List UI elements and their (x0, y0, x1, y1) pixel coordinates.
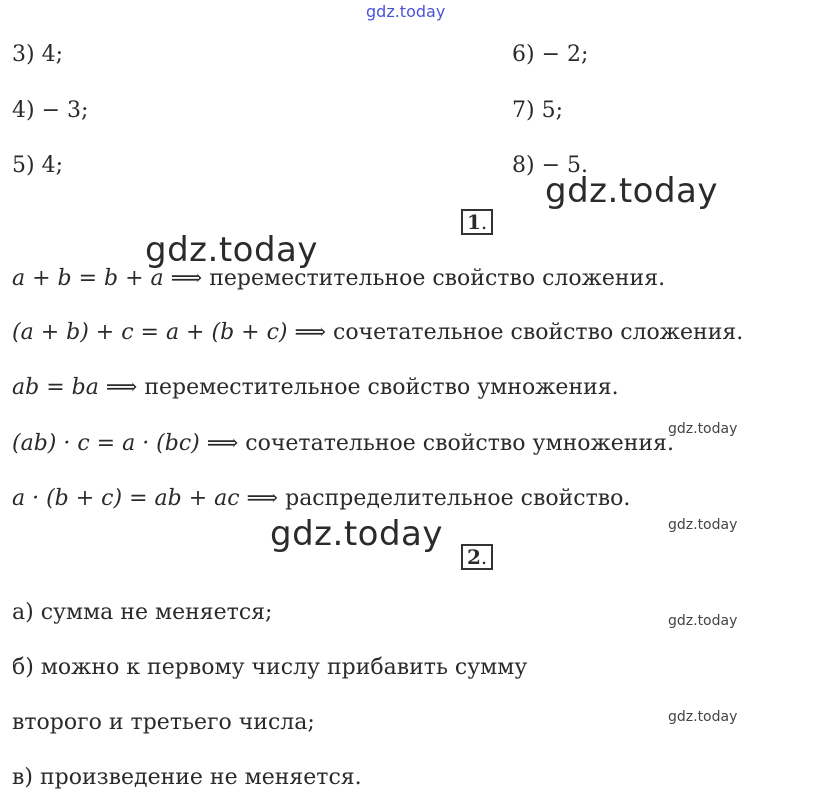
property-name: переместительное свойство умножения. (144, 375, 619, 400)
property-name: сочетательное свойство умножения. (245, 431, 674, 456)
property-name: переместительное свойство сложения. (209, 266, 666, 291)
formula: (a + b) + c = a + (b + c) ⟹ (12, 320, 327, 345)
answer-line: б) можно к первому числу прибавить сумму (12, 655, 528, 680)
answer-item (12, 44, 63, 66)
answer-value: 4; (41, 153, 64, 178)
section-number-2: 2. (461, 544, 493, 570)
answer-item (512, 155, 588, 177)
watermark-large: gdz.today (545, 171, 718, 211)
answer-value: − 5. (541, 153, 589, 178)
answer-line: а) сумма не меняется; (12, 600, 273, 625)
property-line (12, 433, 674, 455)
answer-number: 6) (512, 42, 535, 67)
section-label: 2 (467, 545, 481, 569)
watermark-large: gdz.today (270, 514, 443, 554)
answer-value: 4; (41, 42, 64, 67)
answer-line: второго и третьего числа; (12, 710, 315, 735)
answer-item (12, 100, 88, 122)
watermark-large: gdz.today (145, 230, 318, 270)
formula: (ab) · c = a · (bc) ⟹ (12, 431, 239, 456)
property-line (12, 268, 665, 290)
watermark-small: gdz.today (668, 421, 738, 437)
answer-number: 8) (512, 153, 535, 178)
answer-item (512, 100, 563, 122)
answer-value: − 2; (541, 42, 589, 67)
watermark-small: gdz.today (668, 709, 738, 725)
answer-item (12, 155, 63, 177)
answer-number: 4) (12, 98, 35, 123)
answer-value: 5; (541, 98, 564, 123)
formula: a + b = b + a ⟹ (12, 266, 203, 291)
section-number-1: 1. (461, 209, 493, 235)
watermark-top: gdz.today (366, 2, 446, 21)
answer-number: 5) (12, 153, 35, 178)
section-label: 1 (467, 210, 481, 234)
property-name: сочетательное свойство сложения. (333, 320, 744, 345)
watermark-small: gdz.today (668, 613, 738, 629)
watermark-small: gdz.today (668, 517, 738, 533)
property-name: распределительное свойство. (285, 486, 631, 511)
answer-item (512, 44, 588, 66)
property-line (12, 488, 630, 510)
property-line (12, 322, 743, 344)
answer-value: − 3; (41, 98, 89, 123)
formula: ab = ba ⟹ (12, 375, 138, 400)
answer-number: 7) (512, 98, 535, 123)
answer-line: в) произведение не меняется. (12, 765, 362, 790)
formula: a · (b + c) = ab + ac ⟹ (12, 486, 279, 511)
property-line (12, 377, 619, 399)
answer-number: 3) (12, 42, 35, 67)
